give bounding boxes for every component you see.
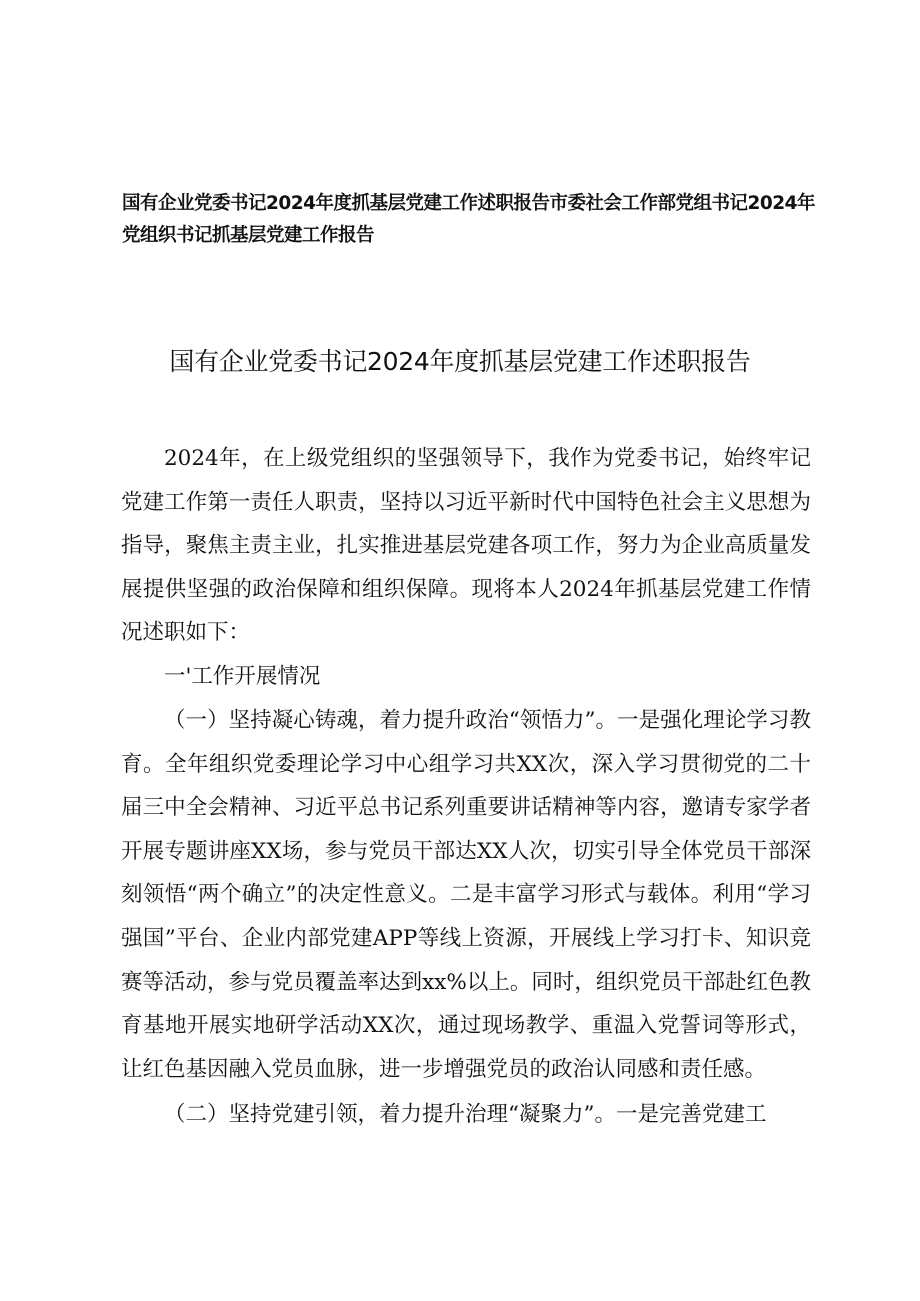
header-line-2: 党组织书记抓基层党建工作报告 [122,225,375,246]
paragraph-political-understanding: （一）坚持凝心铸魂，着力提升政治“领悟力”。一是强化理论学习教育。全年组织党委理论学习中心组学习共XX次，深入学习贯彻党的二十届三中全会精神、习近平总书记系列重要讲话精神等内容，邀请专家学者开展专题讲座XX场，参与党员干部达XX人次，切实引导全体党员干部深刻领悟“两个确立”的决定性意义。二是丰富学习形式与载体。利用“学习强国”平台、企业内部党建APP等线上资源，开展线上学习打卡、知识竞赛等活动，参与党员覆盖率达到xx%以上。同时，组织党员干部赴红色教育基地开展实地研学活动XX次，通过现场教学、重温入党誓词等形式，让红色基因融入党员血脉，进一步增强党员的政治认同感和责任感。 [121,708,811,1082]
report-body-paragraph-2 [121,1093,811,1137]
report-title: 国有企业党委书记2024年度抓基层党建工作述职报告 [169,347,751,376]
paragraph-party-leadership: （二）坚持党建引领，着力提升治理“凝聚力”。一是完善党建工 [164,1102,767,1127]
report-body-paragraph-1 [121,699,811,1091]
header-line-1: 国有企业党委书记2024年度抓基层党建工作述职报告市委社会工作部党组书记2024年 [122,193,815,214]
section-heading-1: 一'工作开展情况 [164,664,321,689]
report-body-section-1 [121,655,811,699]
report-body [121,437,811,655]
document-header [122,188,822,252]
intro-paragraph: 2024年，在上级党组织的坚强领导下，我作为党委书记，始终牢记党建工作第一责任人职责，坚持以习近平新时代中国特色社会主义思想为指导，聚焦主责主业，扎实推进基层党建各项工作，努力为企业高质量发展提供坚强的政治保障和组织保障。现将本人2024年抓基层党建工作情况述职如下： [121,446,811,646]
